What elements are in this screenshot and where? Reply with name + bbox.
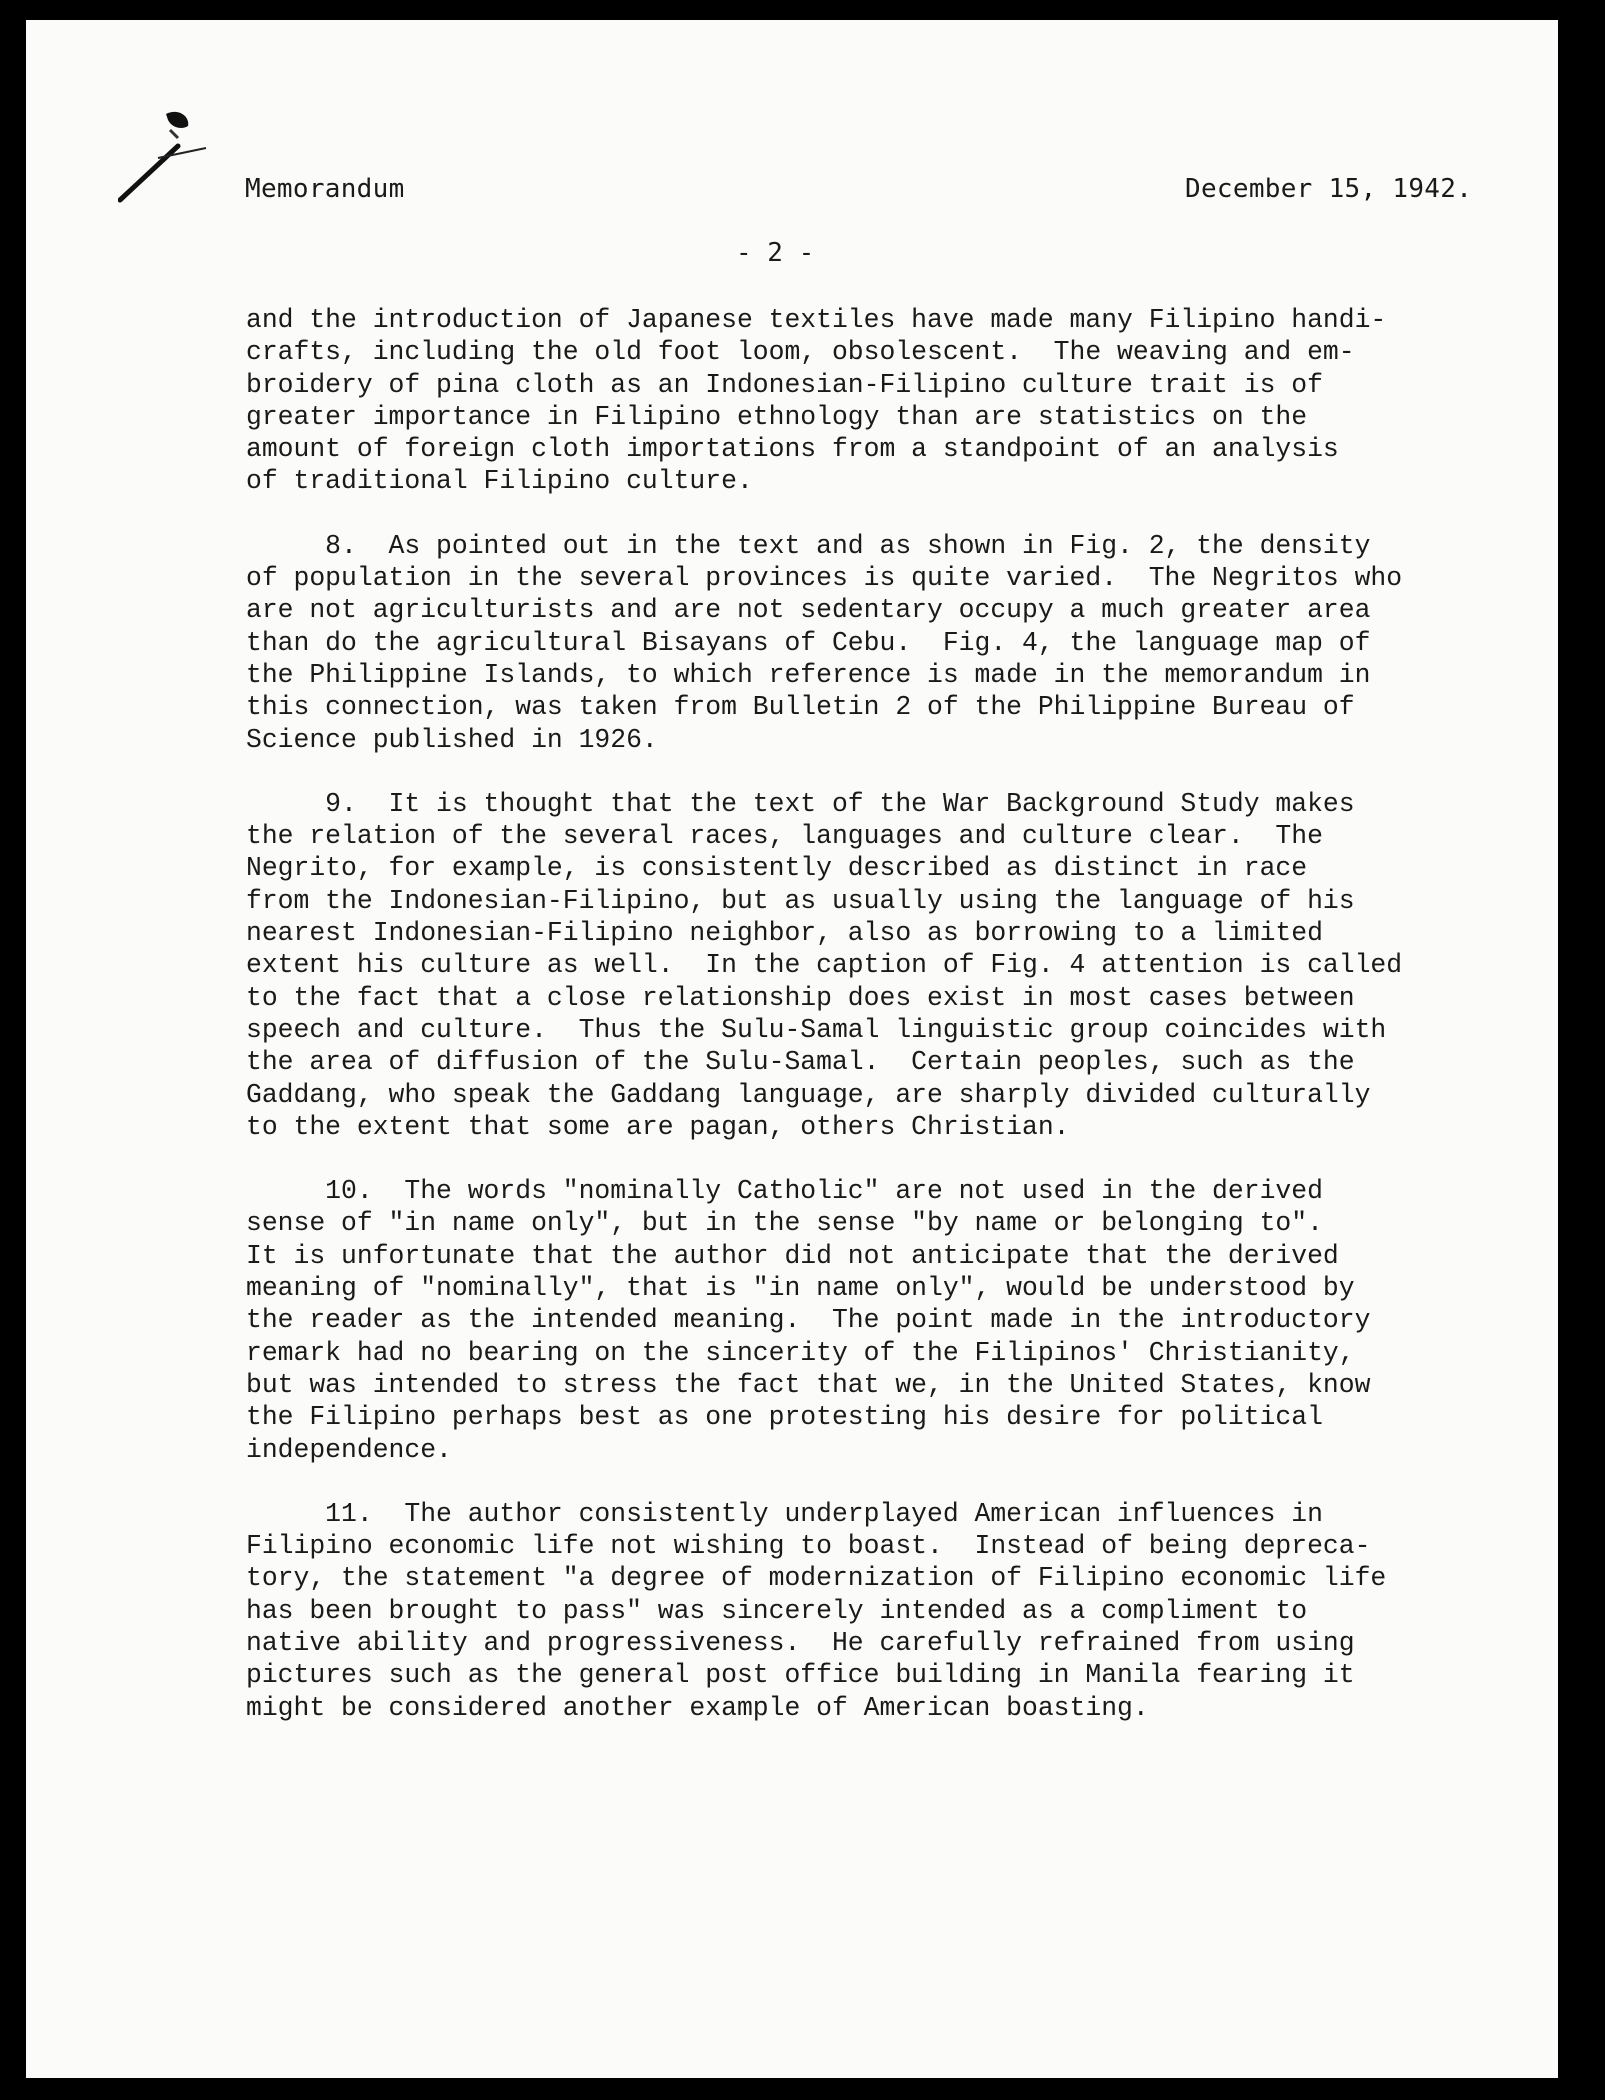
paragraph-11 xyxy=(246,1498,1446,1724)
text-line: 10. The words "nominally Catholic" are not used in the derived xyxy=(246,1176,1323,1207)
text-line: meaning of "nominally", that is "in name only", would be understood by xyxy=(246,1273,1355,1304)
memo-label: Memorandum xyxy=(245,174,405,204)
text-line: of traditional Filipino culture. xyxy=(246,466,753,497)
text-line: extent his culture as well. In the caption of Fig. 4 attention is called xyxy=(246,950,1403,981)
paragraph-continuation xyxy=(246,304,1446,498)
text-line: Gaddang, who speak the Gaddang language, are sharply divided culturally xyxy=(246,1079,1371,1110)
text-line: to the fact that a close relationship does exist in most cases between xyxy=(246,982,1355,1013)
text-line: the reader as the intended meaning. The point made in the introductory xyxy=(246,1305,1371,1336)
text-line: 11. The author consistently underplayed American influences in xyxy=(246,1498,1323,1529)
memo-date: December 15, 1942. xyxy=(1185,174,1473,204)
text-line: might be considered another example of American boasting. xyxy=(246,1692,1149,1723)
text-line: pictures such as the general post office building in Manila fearing it xyxy=(246,1660,1355,1691)
memo-body xyxy=(246,304,1446,1756)
text-line: of population in the several provinces is quite varied. The Negritos who xyxy=(246,563,1403,594)
paragraph-8 xyxy=(246,530,1446,756)
text-line: the relation of the several races, languages and culture clear. The xyxy=(246,821,1323,852)
text-line: 8. As pointed out in the text and as shown in Fig. 2, the density xyxy=(246,530,1371,561)
text-line: and the introduction of Japanese textiles have made many Filipino handi- xyxy=(246,305,1387,335)
text-line: 9. It is thought that the text of the War Background Study makes xyxy=(246,788,1355,819)
text-line: broidery of pina cloth as an Indonesian-Filipino culture trait is of xyxy=(246,369,1323,400)
text-line: the area of diffusion of the Sulu-Samal. Certain peoples, such as the xyxy=(246,1047,1355,1078)
text-line: from the Indonesian-Filipino, but as usually using the language of his xyxy=(246,885,1355,916)
text-line: this connection, was taken from Bulletin 2 of the Philippine Bureau of xyxy=(246,692,1355,723)
text-line: Negrito, for example, is consistently described as distinct in race xyxy=(246,853,1308,884)
paragraph-10 xyxy=(246,1175,1446,1466)
text-line: sense of "in name only", but in the sense "by name or belonging to". xyxy=(246,1208,1323,1239)
text-line: greater importance in Filipino ethnology than are statistics on the xyxy=(246,401,1308,432)
text-line: the Philippine Islands, to which reference is made in the memorandum in xyxy=(246,659,1371,690)
text-line: amount of foreign cloth importations from a standpoint of an analysis xyxy=(246,434,1339,465)
text-line: has been brought to pass" was sincerely intended as a compliment to xyxy=(246,1595,1308,1626)
text-line: to the extent that some are pagan, others Christian. xyxy=(246,1111,1070,1142)
pen-mark-icon xyxy=(118,108,218,208)
text-line: tory, the statement "a degree of modernization of Filipino economic life xyxy=(246,1563,1387,1594)
text-line: Science published in 1926. xyxy=(246,724,658,755)
text-line: crafts, including the old foot loom, obsolescent. The weaving and em- xyxy=(246,337,1355,368)
page-number: - 2 - xyxy=(736,238,815,268)
text-line: independence. xyxy=(246,1434,452,1465)
paragraph-9 xyxy=(246,788,1446,1143)
text-line: than do the agricultural Bisayans of Cebu. Fig. 4, the language map of xyxy=(246,627,1371,658)
text-line: Filipino economic life not wishing to boast. Instead of being depreca- xyxy=(246,1531,1371,1562)
text-line: nearest Indonesian-Filipino neighbor, also as borrowing to a limited xyxy=(246,918,1323,949)
text-line: but was intended to stress the fact that we, in the United States, know xyxy=(246,1369,1371,1400)
text-line: are not agriculturists and are not sedentary occupy a much greater area xyxy=(246,595,1371,626)
text-line: remark had no bearing on the sincerity of the Filipinos' Christianity, xyxy=(246,1337,1355,1368)
text-line: speech and culture. Thus the Sulu-Samal linguistic group coincides with xyxy=(246,1014,1387,1045)
text-line: the Filipino perhaps best as one protesting his desire for political xyxy=(246,1402,1323,1433)
text-line: It is unfortunate that the author did not anticipate that the derived xyxy=(246,1240,1339,1271)
text-line: native ability and progressiveness. He carefully refrained from using xyxy=(246,1627,1355,1658)
